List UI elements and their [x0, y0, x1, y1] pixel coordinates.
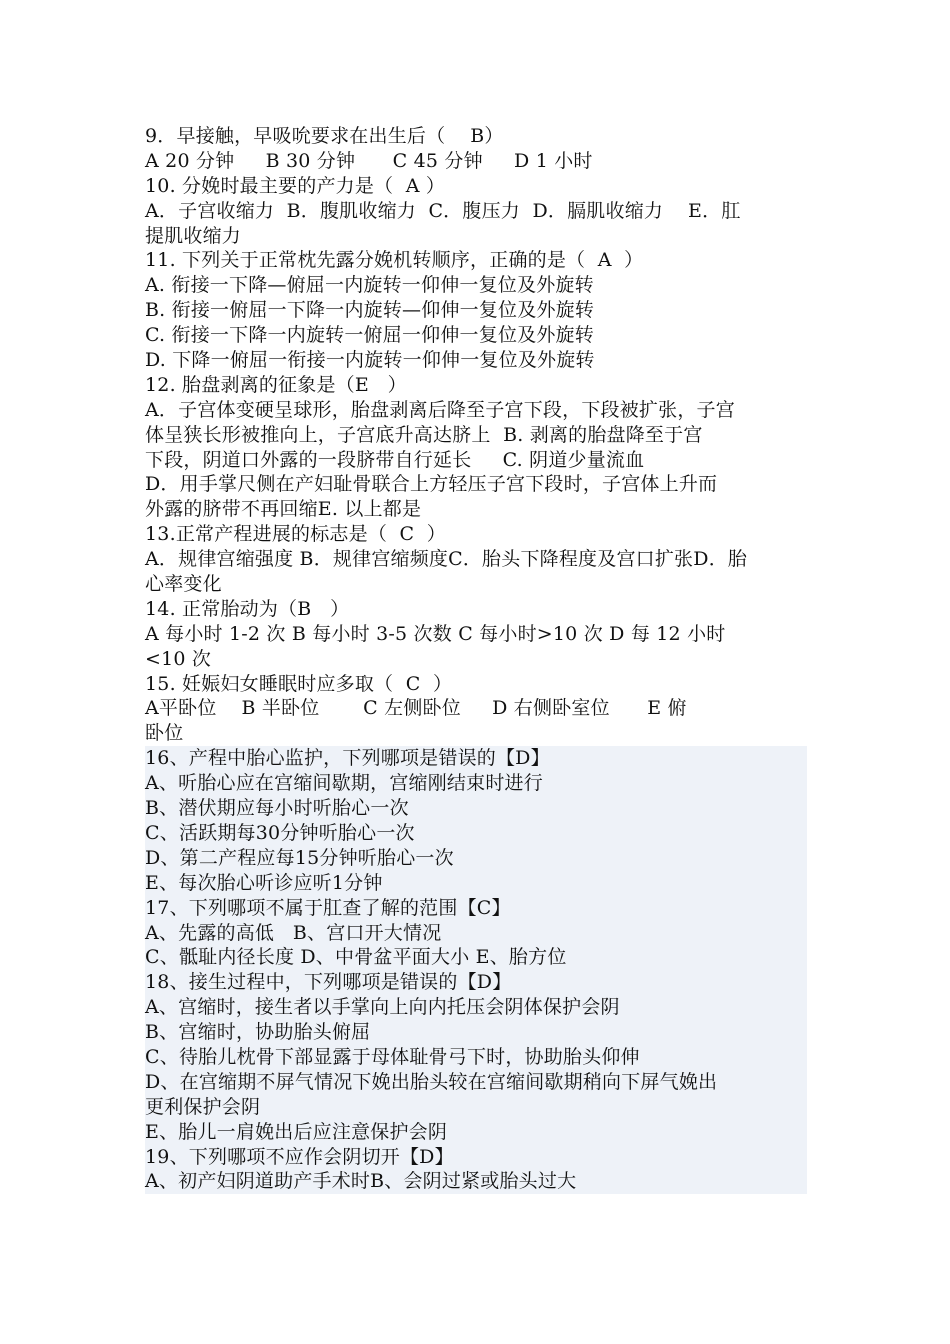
text-line: D、在宫缩期不屏气情况下娩出胎头较在宫缩间歇期稍向下屏气娩出 — [145, 1070, 718, 1093]
text-line: E、胎儿一肩娩出后应注意保护会阴 — [145, 1120, 448, 1143]
text-line: A、听胎心应在宫缩间歇期，宫缩刚结束时进行 — [145, 772, 543, 795]
text-line: 外露的脐带不再回缩E. 以上都是 — [145, 498, 422, 521]
text-line: B、潜伏期应每小时听胎心一次 — [145, 797, 409, 820]
text-line: 体呈狭长形被推向上，子宫底升高达脐上 B. 剥离的胎盘降至于宫 — [145, 423, 703, 446]
text-line: 17、下列哪项不属于肛查了解的范围【C】 — [145, 896, 511, 919]
text-line: C、待胎儿枕骨下部显露于母体耻骨弓下时，协助胎头仰伸 — [145, 1045, 640, 1068]
text-line: A、宫缩时，接生者以手掌向上向内托压会阴体保护会阴 — [145, 996, 620, 1019]
text-line: 14. 正常胎动为（B ） — [145, 597, 350, 620]
text-line: A、先露的高低 B、宫口开大情况 — [145, 921, 442, 944]
text-line: E、每次胎心听诊应听1分钟 — [145, 871, 383, 894]
text-line: 18、接生过程中，下列哪项是错误的【D】 — [145, 971, 512, 994]
text-line: A、初产妇阴道助产手术时B、会阴过紧或胎头过大 — [145, 1170, 577, 1193]
text-line: 12. 胎盘剥离的征象是（E ） — [145, 373, 407, 396]
text-line: 下段，阴道口外露的一段脐带自行延长 C. 阴道少量流血 — [145, 448, 645, 471]
text-line: D．用手掌尺侧在产妇耻骨联合上方轻压子宫下段时，子宫体上升而 — [145, 473, 718, 496]
text-line: C、活跃期每30分钟听胎心一次 — [145, 821, 415, 844]
text-line: A 20 分钟 B 30 分钟 C 45 分钟 D 1 小时 — [145, 149, 593, 172]
highlighted-questions-section — [145, 746, 807, 1194]
text-line: A平卧位 B 半卧位 C 左侧卧位 D 右侧卧室位 E 俯 — [145, 697, 687, 720]
text-line: A．规律宫缩强度 B．规律宫缩频度C．胎头下降程度及宫口扩张D．胎 — [145, 548, 748, 571]
text-line: C. 衔接一下降一内旋转一俯屈一仰伸一复位及外旋转 — [145, 324, 594, 347]
text-line: D. 下降一俯屈一衔接一内旋转一仰伸一复位及外旋转 — [145, 349, 595, 372]
text-line: 11. 下列关于正常枕先露分娩机转顺序，正确的是（ A ） — [145, 249, 644, 272]
text-line: C、骶耻内径长度 D、中骨盆平面大小 E、胎方位 — [145, 946, 567, 969]
text-line: 16、产程中胎心监护，下列哪项是错误的【D】 — [145, 747, 550, 770]
text-line: A．子宫收缩力 B．腹肌收缩力 C．腹压力 D．膈肌收缩力 E．肛 — [145, 199, 741, 222]
text-line: 9．早接触，早吸吮要求在出生后（ B） — [145, 125, 504, 147]
text-line: A 每小时 1-2 次 B 每小时 3-5 次数 C 每小时>10 次 D 每 12 小时 — [145, 622, 726, 645]
text-line: 10. 分娩时最主要的产力是（ A ） — [145, 174, 446, 197]
text-line: A．子宫体变硬呈球形，胎盘剥离后降至子宫下段，下段被扩张，子宫 — [145, 398, 735, 421]
text-line: 13.正常产程进展的标志是（ C ） — [145, 523, 446, 546]
text-line: 卧位 — [145, 722, 184, 745]
text-line: D、第二产程应每15分钟听胎心一次 — [145, 846, 454, 869]
text-line: B、宫缩时，协助胎头俯屈 — [145, 1021, 371, 1044]
text-line: 15. 妊娠妇女睡眠时应多取（ C ） — [145, 672, 453, 695]
text-line: 提肌收缩力 — [145, 224, 242, 247]
text-line: <10 次 — [145, 647, 212, 670]
question-text-block — [145, 124, 807, 1194]
text-line: 19、下列哪项不应作会阴切开【D】 — [145, 1145, 454, 1168]
text-line: B. 衔接一俯屈一下降一内旋转—仰伸一复位及外旋转 — [145, 299, 595, 322]
text-line: 心率变化 — [145, 573, 222, 596]
text-line: A. 衔接一下降—俯屈一内旋转一仰伸一复位及外旋转 — [145, 274, 594, 297]
text-line: 更利保护会阴 — [145, 1095, 261, 1118]
